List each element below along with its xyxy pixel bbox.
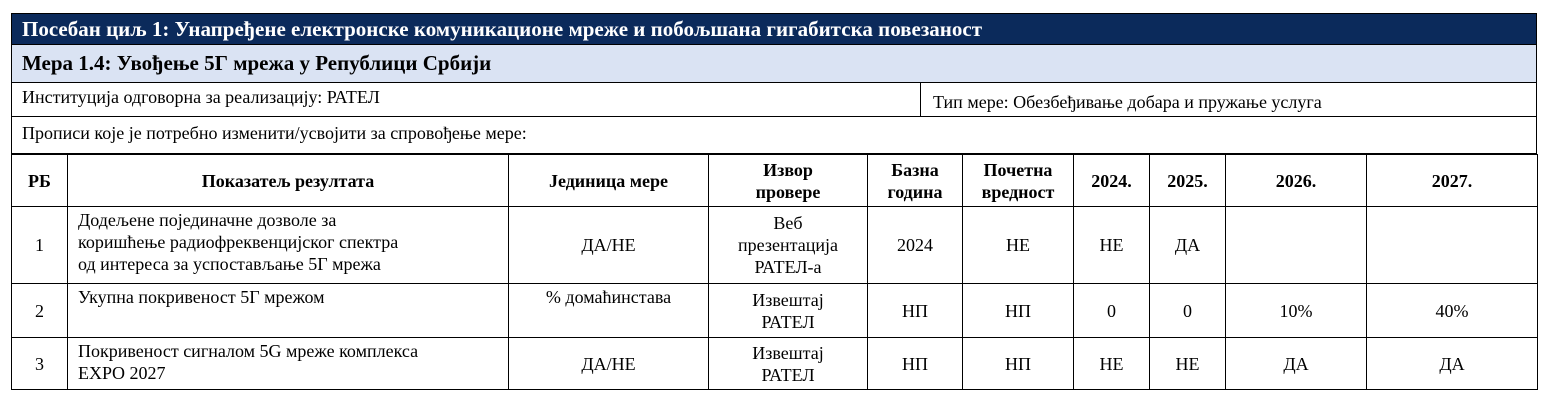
- cell-initial-value: НЕ: [963, 207, 1074, 284]
- table-header-row: [12, 155, 1538, 207]
- goal-title: Посебан циљ 1: Унапређене електронске комуникационе мреже и побољшана гигабитска повезаност: [22, 17, 983, 41]
- cell-source: Веб презентација РАТЕЛ-а: [709, 207, 868, 284]
- cell-2024: НЕ: [1074, 207, 1150, 284]
- cell-2025: ДА: [1150, 207, 1226, 284]
- measure-table-container: [11, 13, 1537, 390]
- info-row: [11, 83, 1537, 117]
- goal-title-bar: [11, 13, 1537, 45]
- cell-indicator: Додељене појединачне дозволе за коришћење радиофреквенцијског спектра од интереса за успостављање 5Г мрежа: [68, 207, 509, 284]
- header-2024: 2024.: [1074, 155, 1150, 207]
- cell-rb: 3: [12, 338, 68, 390]
- cell-base-year: НП: [868, 284, 963, 338]
- cell-unit: ДА/НЕ: [509, 207, 709, 284]
- cell-2024: НЕ: [1074, 338, 1150, 390]
- header-initial-value: Почетна вредност: [963, 155, 1074, 207]
- cell-unit: % домаћинстава: [509, 284, 709, 338]
- regulations-row: [11, 117, 1537, 154]
- header-base-year: Базна година: [868, 155, 963, 207]
- header-source: Извор провере: [709, 155, 868, 207]
- cell-base-year: 2024: [868, 207, 963, 284]
- measure-title-bar: [11, 45, 1537, 83]
- header-2025: 2025.: [1150, 155, 1226, 207]
- header-rb: РБ: [12, 155, 68, 207]
- cell-initial-value: НП: [963, 338, 1074, 390]
- cell-2024: 0: [1074, 284, 1150, 338]
- cell-2026: ДА: [1226, 338, 1367, 390]
- header-indicator: Показатељ резултата: [68, 155, 509, 207]
- cell-source: Извештај РАТЕЛ: [709, 284, 868, 338]
- cell-initial-value: НП: [963, 284, 1074, 338]
- cell-indicator: Укупна покривеност 5Г мрежом: [68, 284, 509, 338]
- cell-2025: 0: [1150, 284, 1226, 338]
- cell-2025: НЕ: [1150, 338, 1226, 390]
- regulations-text: Прописи које је потребно изменити/усвојити за спровођење мере:: [22, 123, 527, 143]
- cell-source: Извештај РАТЕЛ: [709, 338, 868, 390]
- header-2027: 2027.: [1367, 155, 1538, 207]
- measure-type: Тип мере: Обезбеђивање добара и пружање услуга: [933, 92, 1322, 112]
- cell-rb: 2: [12, 284, 68, 338]
- table-row: [12, 284, 1538, 338]
- table-row: [12, 338, 1538, 390]
- cell-2026: [1226, 207, 1367, 284]
- cell-base-year: НП: [868, 338, 963, 390]
- cell-2027: [1367, 207, 1538, 284]
- header-unit: Јединица мере: [509, 155, 709, 207]
- responsible-institution: Институција одговорна за реализацију: РАТЕЛ: [12, 83, 921, 116]
- cell-rb: 1: [12, 207, 68, 284]
- cell-2027: 40%: [1367, 284, 1538, 338]
- cell-indicator: Покривеност сигналом 5G мреже комплекса EXPO 2027: [68, 338, 509, 390]
- cell-2027: ДА: [1367, 338, 1538, 390]
- header-2026: 2026.: [1226, 155, 1367, 207]
- measure-title: Мера 1.4: Увођење 5Г мрежа у Републици Србији: [22, 51, 492, 75]
- cell-2026: 10%: [1226, 284, 1367, 338]
- cell-unit: ДА/НЕ: [509, 338, 709, 390]
- table-row: [12, 207, 1538, 284]
- indicators-table: [11, 154, 1538, 390]
